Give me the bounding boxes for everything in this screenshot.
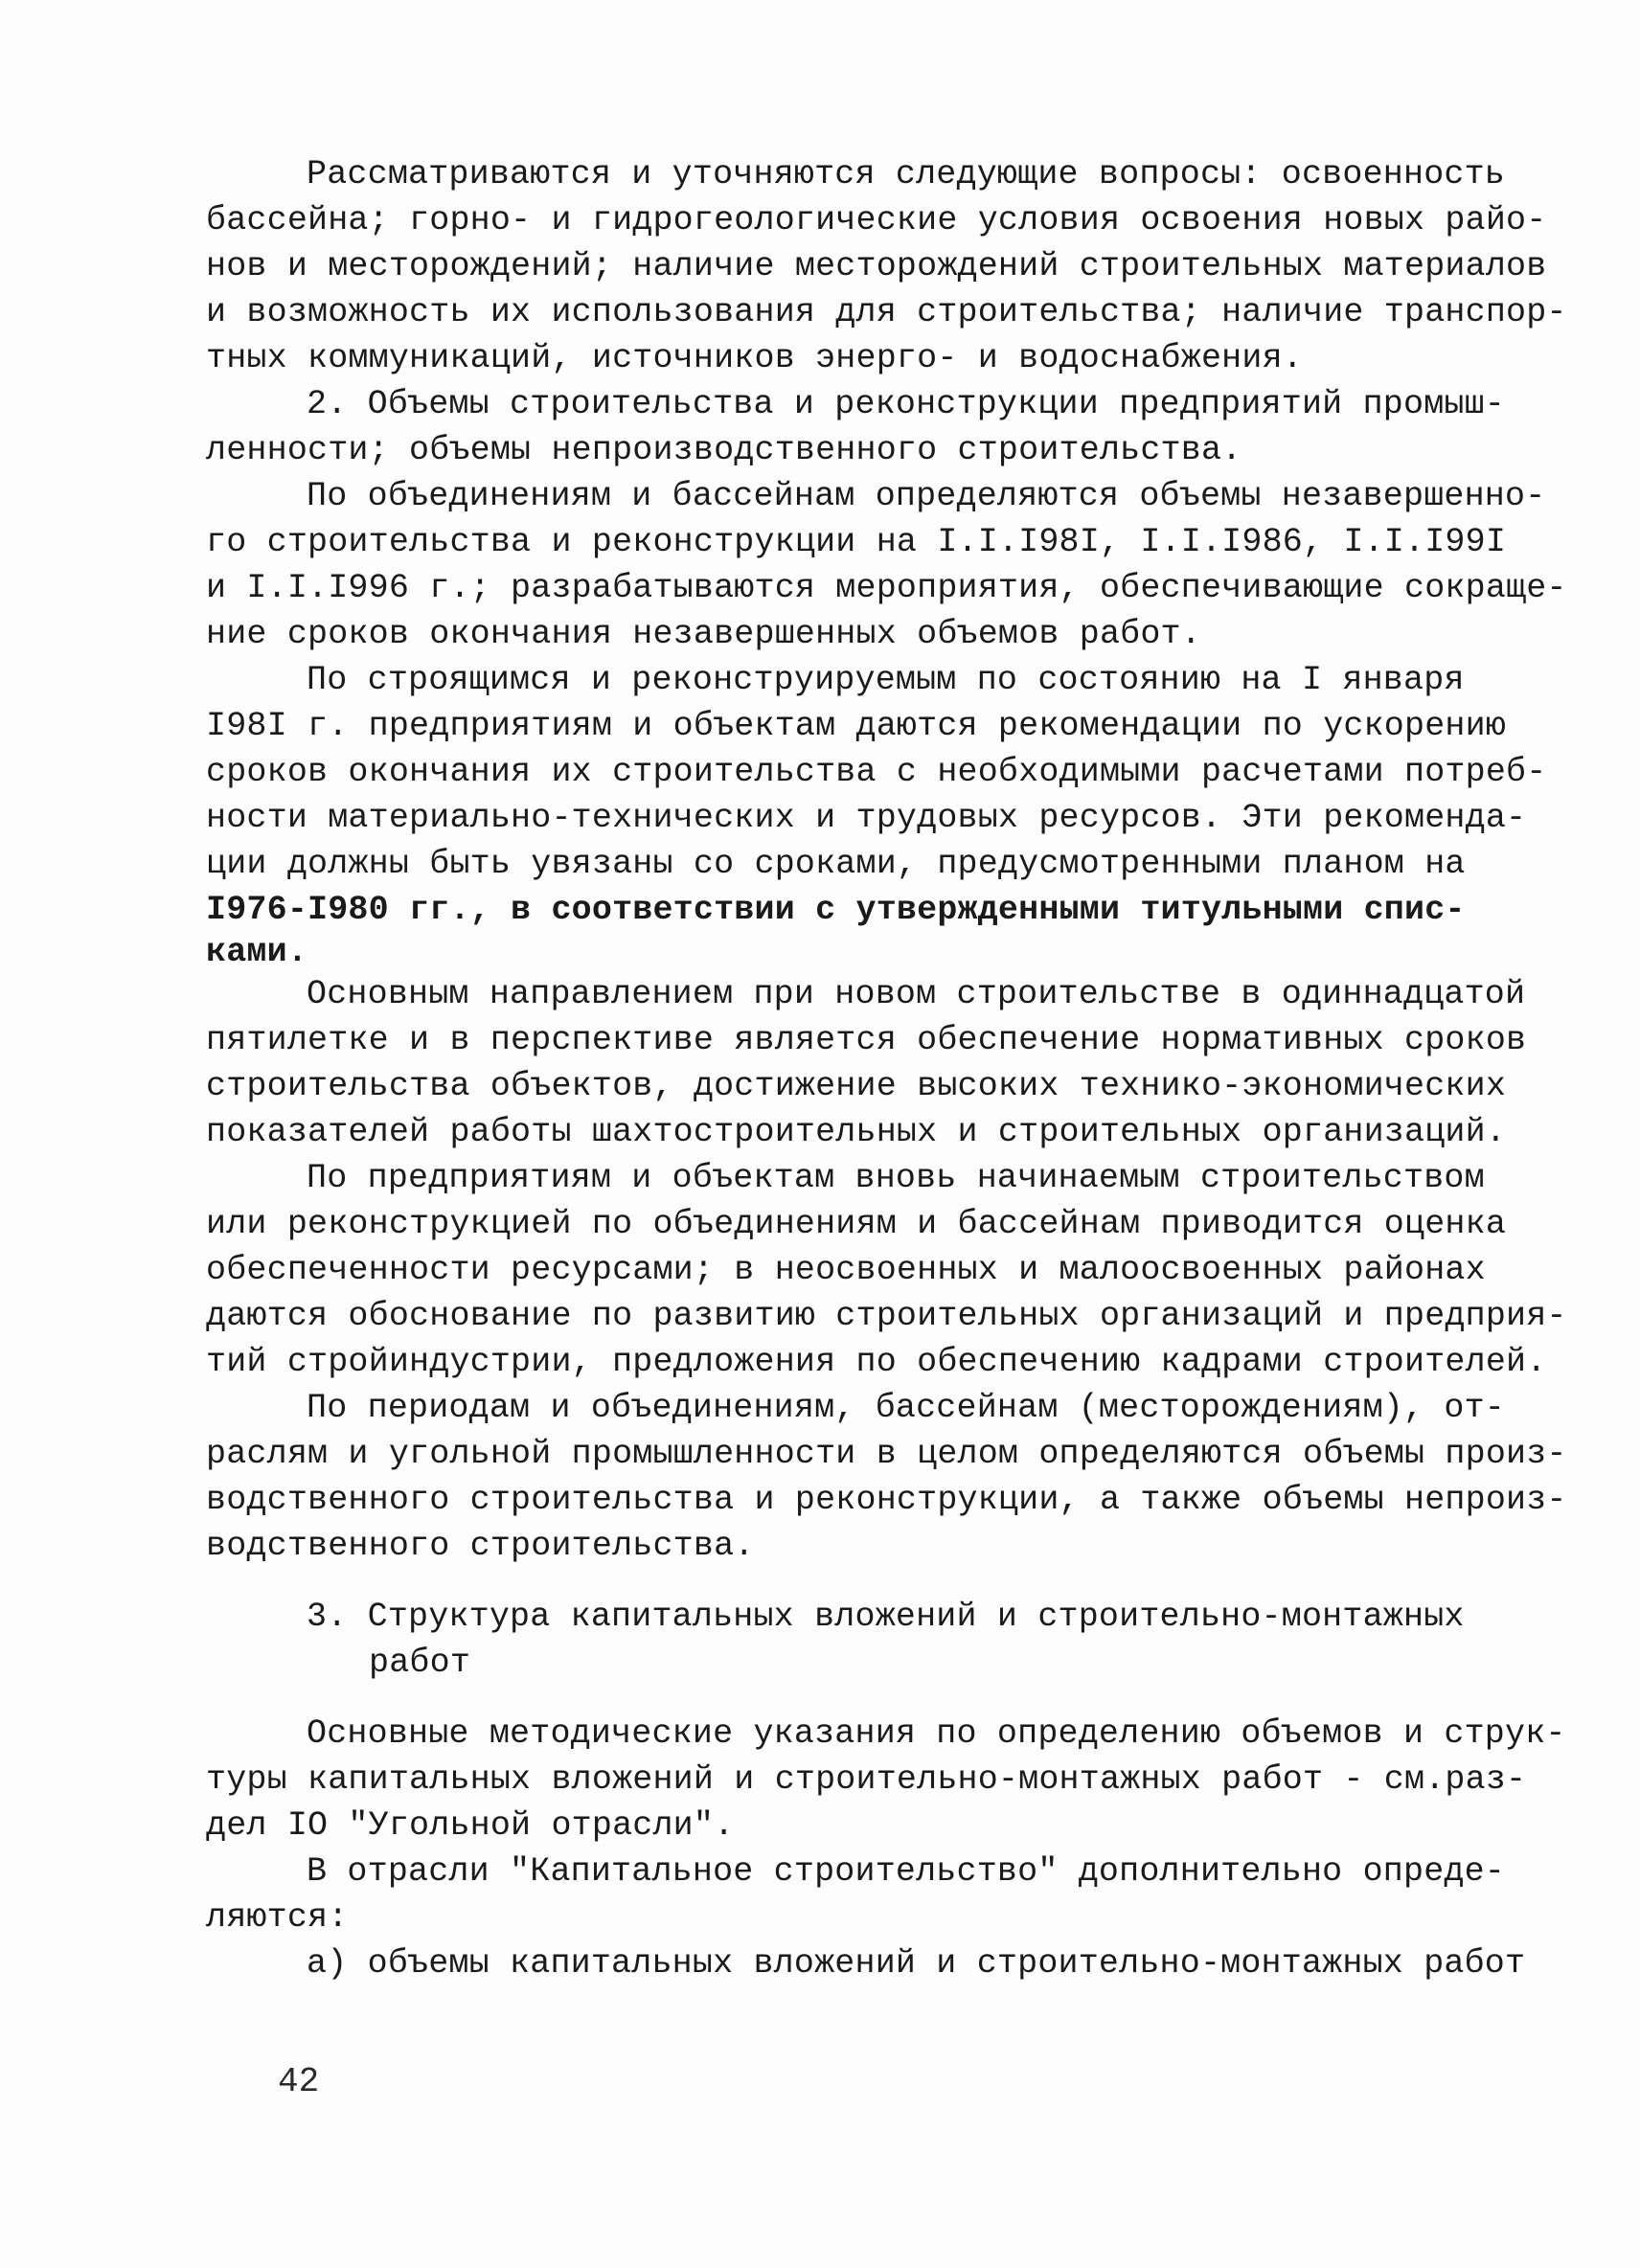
page-number: 42 <box>278 2062 320 2101</box>
section-heading: 3. Структура капитальных вложений и строительно-монтажных <box>307 1598 1465 1636</box>
text-line: тий стройиндустрии, предложения по обеспечению кадрами строителей. <box>206 1343 1547 1381</box>
text-line: туры капитальных вложений и строительно-монтажных работ - см.раз- <box>206 1760 1527 1799</box>
text-line: ции должны быть увязаны со сроками, предусмотренными планом на <box>206 845 1466 883</box>
text-line: По предприятиям и объектам вновь начинаемым строительством <box>307 1159 1485 1197</box>
section-heading: работ <box>369 1644 471 1682</box>
text-line: Рассматриваются и уточняются следующие вопросы: освоенность <box>307 155 1506 193</box>
text-line: раслям и угольной промышленности в целом определяются объемы произ- <box>206 1435 1567 1473</box>
text-line: дел IO "Угольной отрасли". <box>206 1806 735 1845</box>
text-line: водственного строительства и реконструкции, а также объемы непроиз- <box>206 1481 1567 1519</box>
text-line: даются обоснование по развитию строительных организаций и предприя- <box>206 1297 1567 1335</box>
text-line: Основным направлением при новом строительстве в одиннадцатой <box>307 975 1526 1013</box>
text-line: или реконструкцией по объединениям и бассейнам приводится оценка <box>206 1205 1507 1243</box>
text-line: пятилетке и в перспективе является обеспечение нормативных сроков <box>206 1021 1527 1059</box>
text-line: ленности; объемы непроизводственного строительства. <box>206 431 1242 469</box>
section-heading: 2. Объемы строительства и реконструкции предприятий промыш- <box>307 385 1506 423</box>
text-line: По объединениям и бассейнам определяются объемы незавершенно- <box>307 477 1546 515</box>
text-line: По периодам и объединениям, бассейнам (месторождениям), от- <box>307 1389 1506 1427</box>
text-line: бассейна; горно- и гидрогеологические условия освоения новых райо- <box>206 201 1547 239</box>
text-line: I976-I980 гг., в соответствии с утвержденными титульными спис- <box>206 891 1466 929</box>
text-line: водственного строительства. <box>206 1527 755 1565</box>
text-line: обеспеченности ресурсами; в неосвоенных и малоосвоенных районах <box>206 1251 1486 1289</box>
text-line: тных коммуникаций, источников энерго- и водоснабжения. <box>206 339 1303 377</box>
text-line: В отрасли "Капитальное строительство" дополнительно опреде- <box>307 1852 1506 1891</box>
text-line: ности материально-технических и трудовых ресурсов. Эти рекоменда- <box>206 799 1527 837</box>
text-line: и I.I.I996 г.; разрабатываются мероприятия, обеспечивающие сокраще- <box>206 569 1567 607</box>
text-line: и возможность их использования для строительства; наличие транспор- <box>206 293 1567 331</box>
text-line: нов и месторождений; наличие месторождений строительных материалов <box>206 247 1547 285</box>
text-line: I98I г. предприятиям и объектам даются рекомендации по ускорению <box>206 707 1507 745</box>
text-line: ками. <box>206 933 308 971</box>
text-line: сроков окончания их строительства с необходимыми расчетами потреб- <box>206 753 1547 791</box>
text-line: Основные методические указания по определению объемов и струк- <box>307 1714 1566 1753</box>
text-line: а) объемы капитальных вложений и строительно-монтажных работ <box>307 1944 1526 1983</box>
text-line: строительства объектов, достижение высоких технико-экономических <box>206 1067 1507 1105</box>
text-line: ние сроков окончания незавершенных объемов работ. <box>206 615 1201 653</box>
text-line: По строящимся и реконструируемым по состоянию на I января <box>307 661 1465 699</box>
text-line: показателей работы шахтостроительных и строительных организаций. <box>206 1113 1507 1151</box>
text-line: ляются: <box>206 1898 349 1937</box>
text-line: го строительства и реконструкции на I.I.I98I, I.I.I986, I.I.I99I <box>206 523 1507 561</box>
